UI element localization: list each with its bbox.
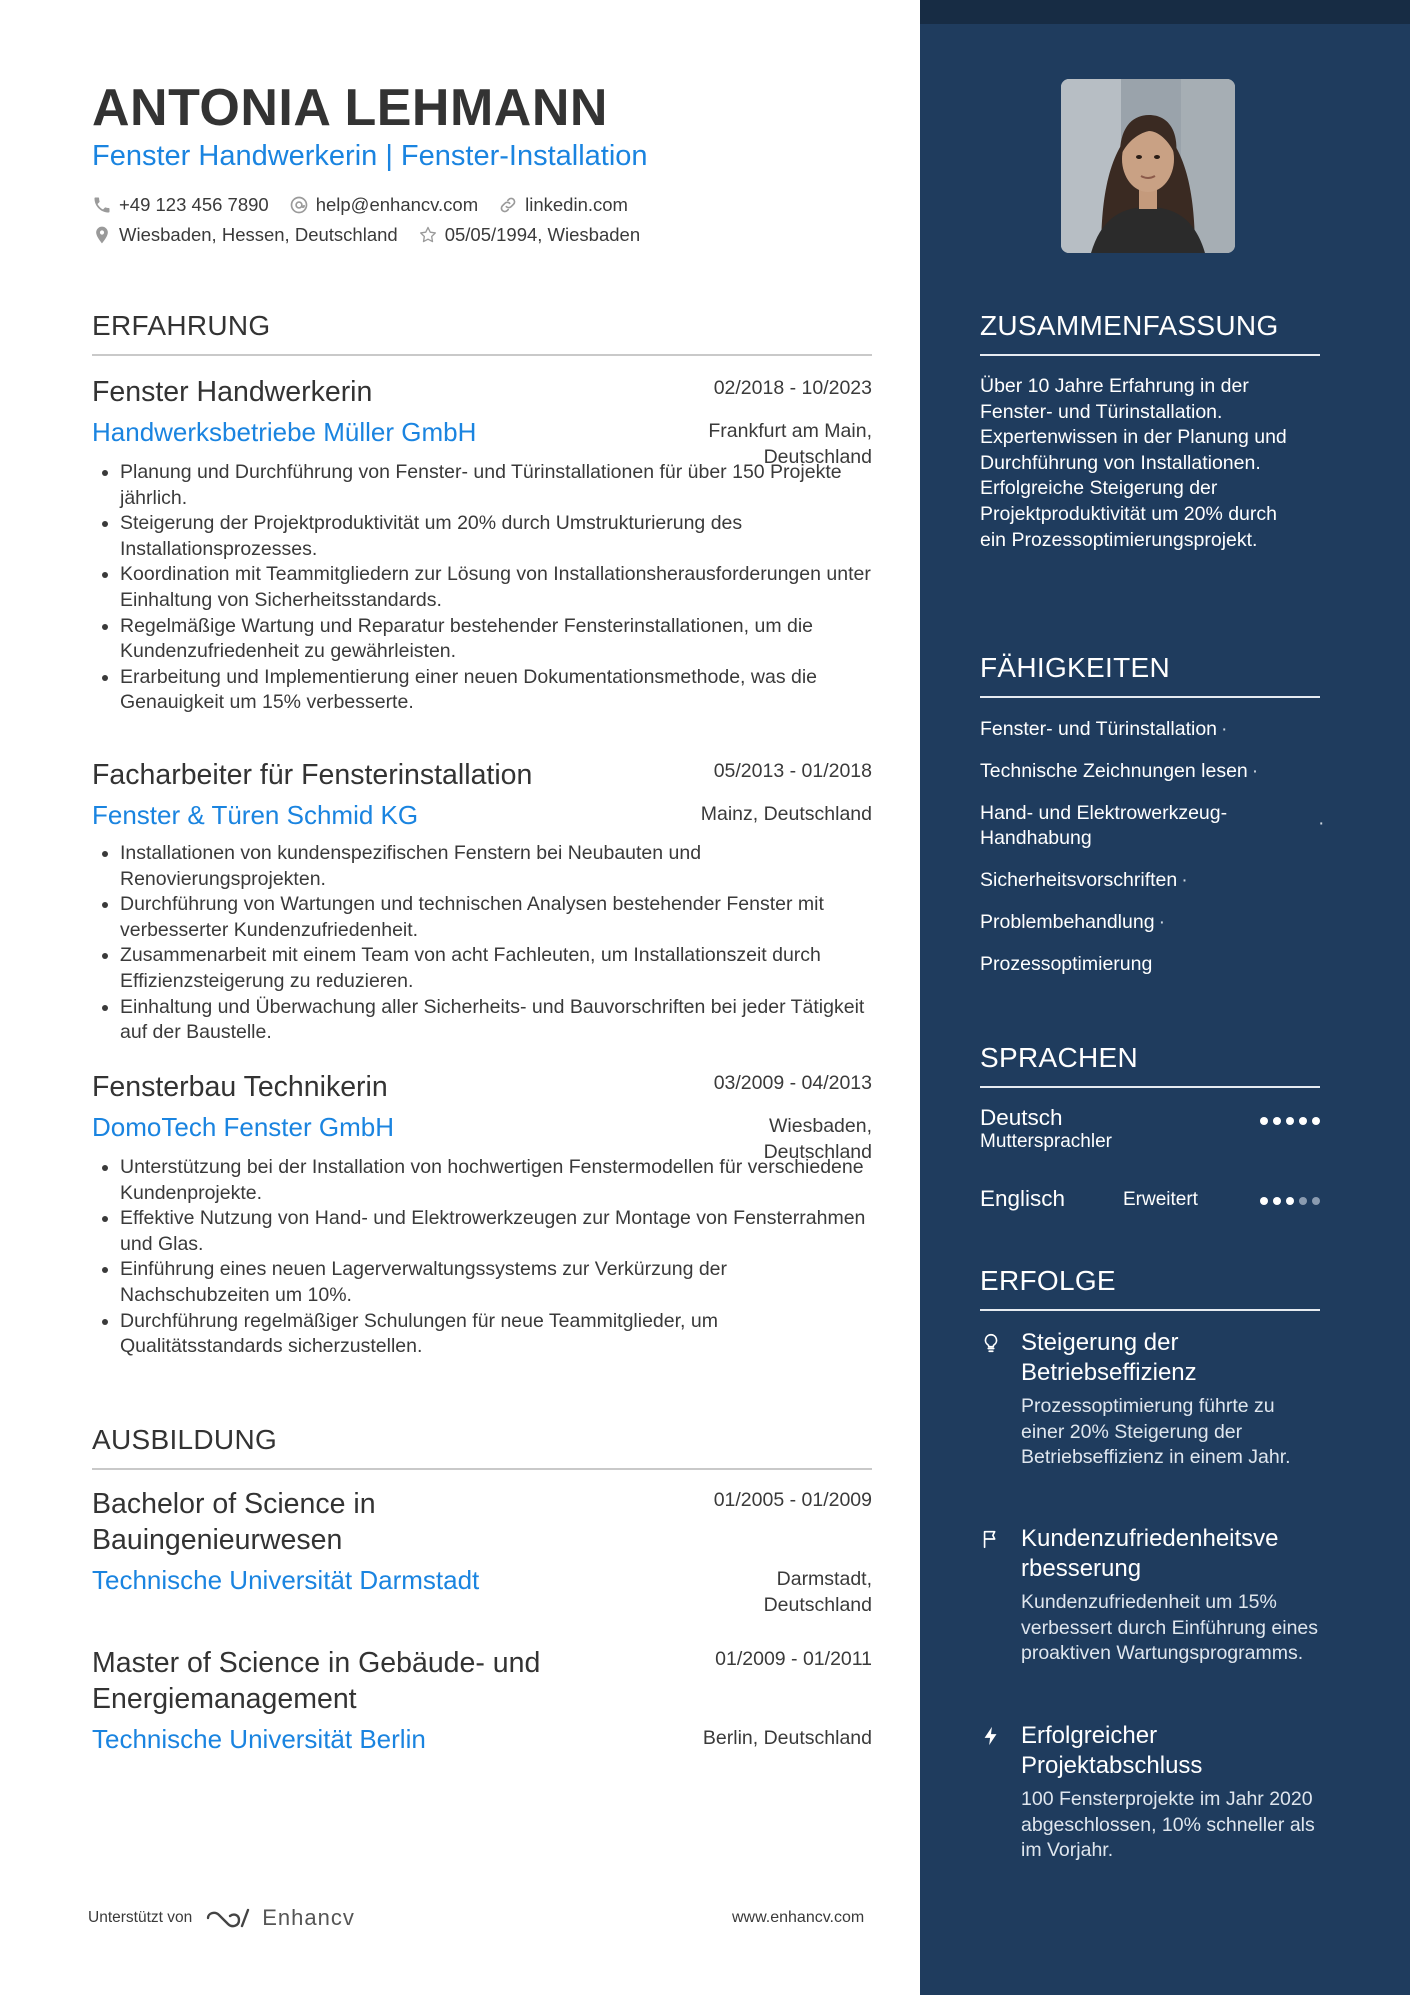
skill-label: Technische Zeichnungen lesen xyxy=(980,760,1248,782)
birth-item xyxy=(418,224,640,246)
lightning-icon xyxy=(980,1725,1002,1747)
skill-separator: · xyxy=(1158,911,1166,933)
skill-label: Prozessoptimierung xyxy=(980,953,1153,975)
job-title: Fensterbau Technikerin xyxy=(92,1071,388,1103)
achievement-title: Steigerung der Betriebseffizienz xyxy=(1021,1329,1197,1386)
job-bullet: • Effektive Nutzung von Hand- und Elektrowerkzeugen zur Montage von Fensterrahmen und Glas. xyxy=(120,1206,872,1257)
website-item[interactable] xyxy=(498,194,628,216)
achievements-section-title: ERFOLGE xyxy=(980,1265,1320,1311)
language-rating xyxy=(1255,1197,1320,1205)
skill-item xyxy=(980,759,1320,784)
footer-website[interactable]: www.enhancv.com xyxy=(732,1909,865,1926)
profile-photo xyxy=(1061,79,1235,253)
birth-text: 05/05/1994, Wiesbaden xyxy=(444,224,641,245)
job-bullet: • Zusammenarbeit mit einem Team von acht Fachleuten, um Installationszeit durch Effizienzsteigerung zu reduzieren. xyxy=(120,943,872,994)
skill-separator: · xyxy=(1318,812,1325,834)
job-bullet: • Durchführung von Wartungen und technischen Analysen bestehender Fenster mit verbesserter Kundenzufriedenheit. xyxy=(120,892,872,943)
experience-entry xyxy=(92,374,872,716)
job-bullets xyxy=(92,1155,872,1360)
job-bullet: • Durchführung regelmäßiger Schulungen für neue Teammitglieder, um Qualitätsstandards sicherzustellen. xyxy=(120,1309,872,1360)
job-bullets xyxy=(92,460,872,716)
rating-dot xyxy=(1299,1197,1307,1205)
education-dates: 01/2005 - 01/2009 xyxy=(713,1489,872,1511)
brand-name[interactable]: Enhancv xyxy=(262,1905,355,1930)
skill-item xyxy=(980,717,1320,742)
skill-label: Hand- und Elektrowerkzeug-Handhabung xyxy=(980,802,1228,849)
job-bullet: • Regelmäßige Wartung und Reparatur bestehender Fensterinstallationen, um die Kundenzufriedenheit zu gewährleisten. xyxy=(120,614,872,665)
job-dates: 03/2009 - 04/2013 xyxy=(713,1072,872,1094)
skill-separator: · xyxy=(1251,760,1259,782)
job-bullet: • Installationen von kundenspezifischen Fenstern bei Neubauten und Renovierungsprojekten. xyxy=(120,841,872,892)
star-icon xyxy=(418,225,438,245)
language-name: Englisch xyxy=(980,1186,1066,1211)
degree-title: Master of Science in Gebäude- und Energiemanagement xyxy=(92,1647,541,1715)
contact-row-1 xyxy=(92,194,648,216)
language-rating xyxy=(1255,1117,1320,1125)
job-bullet: • Erarbeitung und Implementierung einer neuen Dokumentationsmethode, was die Genauigkeit um 15% verbesserte. xyxy=(120,665,872,716)
job-dates: 02/2018 - 10/2023 xyxy=(713,377,872,399)
powered-by-text: Unterstützt von xyxy=(88,1909,193,1926)
job-bullet: • Planung und Durchführung von Fenster- und Türinstallationen für über 150 Projekte jährlich. xyxy=(120,460,872,511)
language-item xyxy=(980,1105,1320,1153)
summary-section-title: ZUSAMMENFASSUNG xyxy=(980,310,1320,356)
job-location: Mainz, Deutschland xyxy=(700,803,872,825)
job-bullet: • Einhaltung und Überwachung aller Sicherheits- und Bauvorschriften bei jeder Tätigkeit auf der Baustelle. xyxy=(120,995,872,1046)
phone-icon xyxy=(92,195,112,215)
job-location: Wiesbaden, Deutschland xyxy=(763,1115,872,1163)
skill-item xyxy=(980,952,1320,977)
contact-row-2 xyxy=(92,224,660,246)
rating-dot xyxy=(1312,1197,1320,1205)
skill-label: Problembehandlung xyxy=(980,911,1155,933)
achievement-desc: Prozessoptimierung führte zu einer 20% Steigerung der Betriebseffizienz in einem Jahr. xyxy=(1021,1395,1291,1469)
job-bullets xyxy=(92,841,872,1046)
education-entry xyxy=(92,1645,872,1757)
rating-dot xyxy=(1273,1197,1281,1205)
rating-dot xyxy=(1260,1197,1268,1205)
job-dates: 05/2013 - 01/2018 xyxy=(713,760,872,782)
flag-icon xyxy=(980,1528,1002,1550)
footer-powered-by xyxy=(88,1905,355,1931)
rating-dot xyxy=(1273,1117,1281,1125)
job-location: Frankfurt am Main, Deutschland xyxy=(708,420,872,468)
experience-section-title: ERFAHRUNG xyxy=(92,310,872,356)
education-entry xyxy=(92,1486,872,1616)
job-bullet: • Unterstützung bei der Installation von hochwertigen Fenstermodellen für verschiedene Kundenprojekte. xyxy=(120,1155,872,1206)
email-text: help@enhancv.com xyxy=(315,194,479,215)
education-location: Berlin, Deutschland xyxy=(702,1727,872,1749)
job-company[interactable]: DomoTech Fenster GmbH xyxy=(92,1112,394,1142)
job-bullet: • Koordination mit Teammitgliedern zur Lösung von Installationsherausforderungen unter Einhaltung von Sicherheitsstandards. xyxy=(120,562,872,613)
achievement-title: Erfolgreicher Projektabschluss xyxy=(1021,1722,1203,1779)
phone-text: +49 123 456 7890 xyxy=(119,194,269,215)
school-name[interactable]: Technische Universität Darmstadt xyxy=(92,1565,480,1595)
candidate-role: Fenster Handwerkerin | Fenster-Installation xyxy=(92,140,648,172)
language-name: Deutsch xyxy=(980,1105,1063,1130)
link-icon xyxy=(498,195,518,215)
skill-item xyxy=(980,801,1325,851)
language-level: Muttersprachler xyxy=(980,1131,1112,1152)
skill-separator: · xyxy=(1221,718,1228,740)
email-item[interactable] xyxy=(289,194,478,216)
education-location: Darmstadt, Deutschland xyxy=(763,1568,872,1616)
education-section-title: AUSBILDUNG xyxy=(92,1424,872,1470)
experience-entry xyxy=(92,757,872,1046)
location-item xyxy=(92,224,398,246)
language-item xyxy=(980,1186,1320,1212)
skill-item xyxy=(980,868,1320,893)
candidate-name: ANTONIA LEHMANN xyxy=(92,79,608,137)
skill-separator: · xyxy=(1181,869,1188,891)
experience-entry xyxy=(92,1069,872,1360)
website-text: linkedin.com xyxy=(525,194,628,215)
job-title: Fenster Handwerkerin xyxy=(92,376,373,408)
job-title: Facharbeiter für Fensterinstallation xyxy=(92,759,533,791)
education-dates: 01/2009 - 01/2011 xyxy=(715,1648,872,1670)
rating-dot xyxy=(1286,1117,1294,1125)
skill-item xyxy=(980,910,1320,935)
rating-dot xyxy=(1312,1117,1320,1125)
job-company[interactable]: Fenster & Türen Schmid KG xyxy=(92,800,419,830)
sidebar-top-bar xyxy=(920,0,1410,24)
sidebar xyxy=(920,0,1410,1995)
job-company[interactable]: Handwerksbetriebe Müller GmbH xyxy=(92,417,477,447)
degree-title: Bachelor of Science in Bauingenieurwesen xyxy=(92,1488,376,1556)
summary-text: Über 10 Jahre Erfahrung in der Fenster- und Türinstallation. Expertenwissen in der Planung und Durchführung von Installationen. Erfolgreiche Steigerung der Projektproduktivität um 20% durch ein Prozessoptimierungsprojekt. xyxy=(980,375,1287,551)
languages-section-title: SPRACHEN xyxy=(980,1042,1320,1088)
achievement-item xyxy=(980,1328,1320,1471)
achievement-title: Kundenzufriedenheitsve rbesserung xyxy=(1021,1525,1279,1582)
enhancv-logo-icon xyxy=(204,1906,252,1930)
achievement-item xyxy=(980,1721,1320,1864)
at-icon xyxy=(289,195,309,215)
rating-dot xyxy=(1260,1117,1268,1125)
language-level: Erweitert xyxy=(1123,1189,1198,1210)
achievement-desc: Kundenzufriedenheit um 15% verbessert durch Einführung eines proaktiven Wartungsprogramms. xyxy=(1021,1591,1319,1665)
rating-dot xyxy=(1286,1197,1294,1205)
job-bullet: • Steigerung der Projektproduktivität um 20% durch Umstrukturierung des Installationsprozesses. xyxy=(120,511,872,562)
location-pin-icon xyxy=(92,225,112,245)
job-bullet: • Einführung eines neuen Lagerverwaltungssystems zur Verkürzung der Nachschubzeiten um 10%. xyxy=(120,1257,872,1308)
lightbulb-icon xyxy=(980,1332,1002,1354)
rating-dot xyxy=(1299,1117,1307,1125)
skill-label: Fenster- und Türinstallation xyxy=(980,718,1218,740)
location-text: Wiesbaden, Hessen, Deutschland xyxy=(119,224,398,245)
achievement-item xyxy=(980,1524,1320,1667)
phone-item[interactable] xyxy=(92,194,269,216)
skills-section-title: FÄHIGKEITEN xyxy=(980,652,1320,698)
achievement-desc: 100 Fensterprojekte im Jahr 2020 abgeschlossen, 10% schneller als im Vorjahr. xyxy=(1021,1788,1315,1862)
school-name[interactable]: Technische Universität Berlin xyxy=(92,1724,426,1754)
skill-label: Sicherheitsvorschriften xyxy=(980,869,1178,891)
